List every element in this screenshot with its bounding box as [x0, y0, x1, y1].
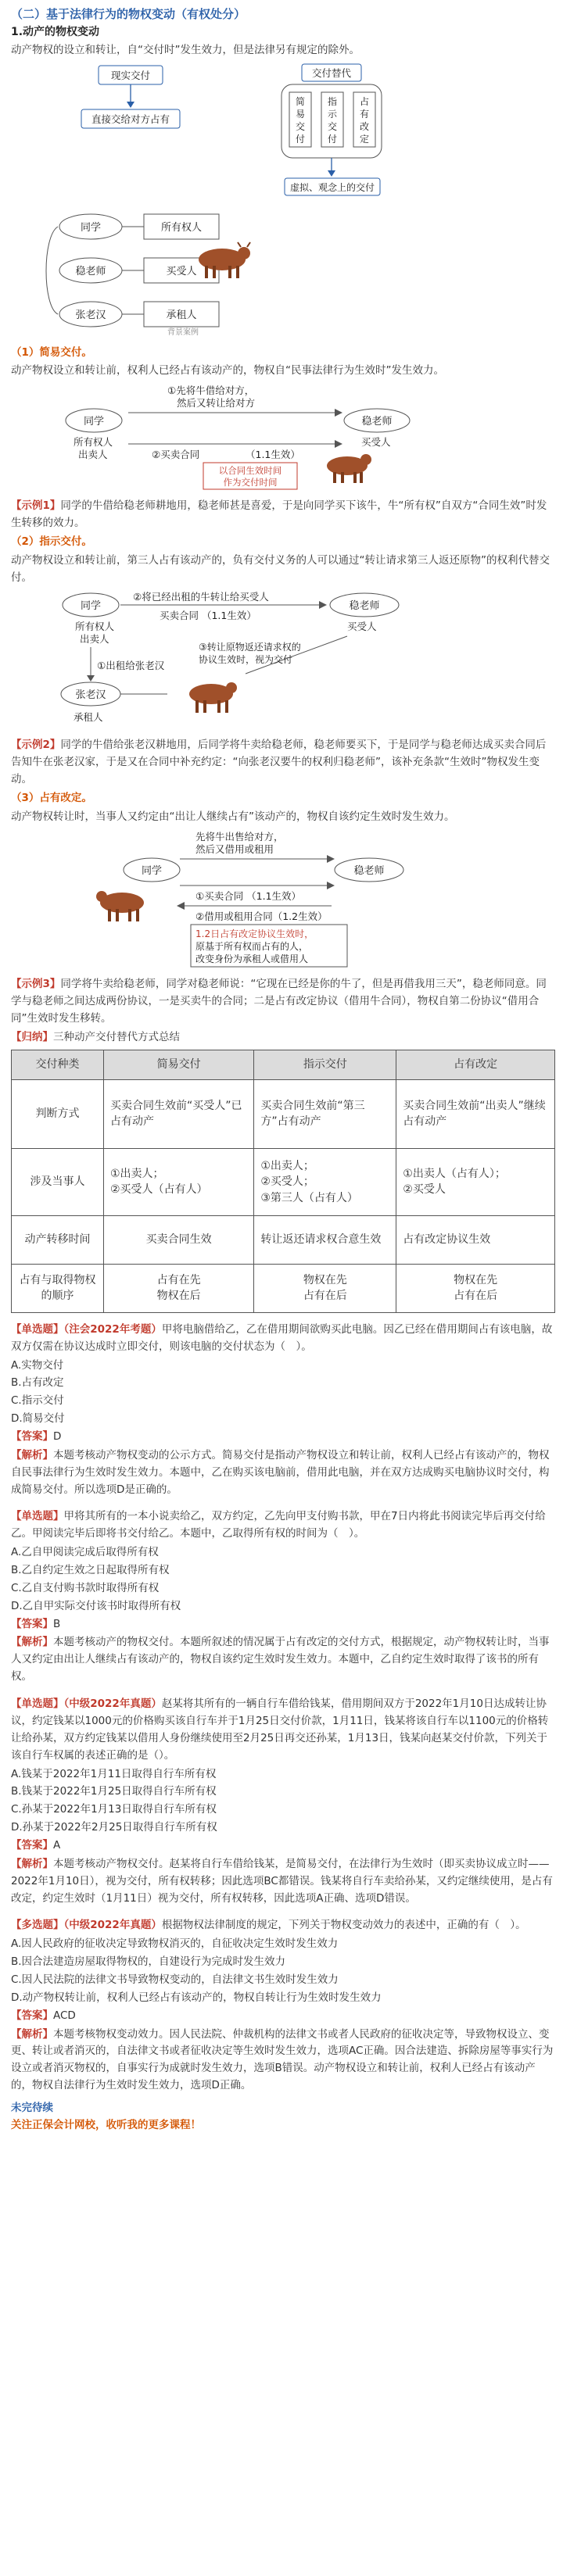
table-cell: 占有与取得物权的顺序 [12, 1264, 104, 1312]
delivery-types-diagram [11, 61, 555, 199]
col1-char3: 交 [295, 120, 306, 132]
intro-text: 动产物权的设立和转让，自“交付时”发生效力，但是法律另有规定的除外。 [11, 43, 360, 56]
box-real-delivery-label: 现实交付 [110, 69, 151, 81]
table-cell: 判断方式 [12, 1079, 104, 1148]
q4-option-a: A.因人民政府的征收决定导致物权消灭的，自征收决定生效时发生效力 [11, 1937, 339, 1951]
example2-text: 同学的牛借给张老汉耕地用，后同学将牛卖给稳老师，稳老师要买下，于是同学与稳老师达成买卖合同后告知牛在张老汉家，于是又在合同中补充约定：“向张老汉要牛的权利归稳老师”，该补充条款“生效时”物权发生变动。 [11, 739, 547, 785]
simple-buyer: 买受人 [361, 436, 391, 449]
pos-step1b: 然后又借用或租用 [195, 843, 274, 855]
q3-answer-label: 【答案】 [11, 1838, 53, 1852]
q4-exam: （中级2022年真题） [63, 1919, 162, 1932]
node-buyer-label: 买受人 [166, 265, 197, 277]
q2-analysis-label: 【解析】 [11, 1636, 53, 1649]
pos-teacher-label: 稳老师 [353, 864, 385, 877]
q4-text: 根据物权法律制度的规定，下列关于物权变动效力的表述中，正确的有（ ）。 [161, 1919, 526, 1932]
cow-illustration [199, 242, 250, 278]
box-virtual-label: 虚拟、观念上的交付 [289, 181, 375, 193]
cow-illustration-2 [327, 454, 371, 483]
q1-option-a: A.实物交付 [11, 1358, 64, 1372]
q2-option-c: C.乙自支付购书款时取得所有权 [11, 1581, 160, 1594]
col2-char4: 付 [327, 133, 338, 145]
q1-answer: D [53, 1430, 62, 1444]
simple-step1a: ①先将牛借给对方， [167, 385, 255, 397]
col3-char4: 定 [359, 133, 370, 145]
q4-option-d: D.动产物权转让前，权利人已经占有该动产的，物权自转让行为生效时发生效力 [11, 1991, 382, 2004]
ind-owner2: 出卖人 [80, 633, 109, 646]
pos-step1a: 先将牛出售给对方， [195, 830, 284, 843]
table-cell: 物权在先 占有在后 [254, 1264, 396, 1312]
ind-contract: 买卖合同 （1.1生效） [160, 610, 256, 622]
q2-analysis: 本题考核动产的物权交付。本题所叙述的情况属于占有改定的交付方式，根据规定，动产物权转让时，当事人又约定由出让人继续占有该动产的，物权自该约定生效时发生效力。本题中，乙自约定生效时取得了该书的所有权。 [11, 1636, 550, 1683]
q1-answer-label: 【答案】 [11, 1430, 53, 1444]
col2-char1: 指 [327, 95, 338, 107]
simple-text: 动产物权设立和转让前，权利人已经占有该动产的，物权自“民事法律行为生效时”发生效力。 [11, 364, 444, 377]
follow-promo-link[interactable]: 关注正保会计网校，收听我的更多课程！ [11, 2118, 201, 2131]
q3-tag: 【单选题】 [11, 1698, 64, 1711]
box-substitute-label: 交付替代 [311, 66, 352, 79]
table-cell: 买卖合同生效前“出卖人”继续占有动产 [396, 1079, 555, 1148]
table-cell: ①出卖人（占有人）； ②买受人 [396, 1148, 555, 1215]
table-cell: 物权在先 占有在后 [396, 1264, 555, 1312]
ind-step3a: ③转让原物返还请求权的 [199, 642, 301, 653]
q3-option-c: C.孙某于2022年1月13日取得自行车所有权 [11, 1803, 217, 1816]
ind-student-label: 同学 [80, 600, 102, 613]
possession-change-diagram [11, 828, 555, 970]
node-teacher-label: 稳老师 [75, 265, 106, 277]
pos-contract1: ①买卖合同 （1.1生效） [195, 889, 302, 902]
example1-label: 【示例1】 [11, 499, 61, 513]
ind-lessee: 承租人 [74, 711, 103, 724]
background-case-diagram [11, 205, 555, 338]
table-row [12, 1264, 555, 1312]
ind-buyer: 买受人 [347, 621, 377, 633]
table-header-row [12, 1050, 555, 1079]
node-owner-label: 所有权人 [160, 221, 203, 234]
q2-answer: B [53, 1617, 61, 1630]
simple-student-label: 同学 [83, 416, 105, 428]
q1-option-b: B.占有改定 [11, 1376, 64, 1390]
example1-text: 同学的牛借给稳老师耕地用，稳老师甚是喜爱，于是向同学买下该牛，牛“所有权”自双方“合同生效”时发生转移的效力。 [11, 499, 547, 529]
table-cell: 占有改定协议生效 [396, 1215, 555, 1264]
simple-step1b: 然后又转让给对方 [177, 397, 256, 410]
table-row [12, 1079, 555, 1148]
section-title: （二）基于法律行为的物权变动（有权处分） [11, 7, 246, 21]
indicative-text: 动产物权设立和转让前，第三人占有该动产的，负有交付义务的人可以通过“转让请求第三人返还原物”的权利代替交付。 [11, 553, 550, 584]
col2-char2: 示 [327, 108, 338, 120]
possession-heading: （3）占有改定。 [11, 791, 92, 804]
simple-heading: （1）简易交付。 [11, 345, 92, 359]
col2-char3: 交 [327, 120, 338, 132]
table-cell: 占有在先 物权在后 [104, 1264, 254, 1312]
q2-option-d: D.乙自甲实际交付该书时取得所有权 [11, 1599, 181, 1612]
q2-option-a: A.乙自甲阅读完成后取得所有权 [11, 1546, 159, 1559]
table-cell: ①出卖人； ②买受人； ③第三人（占有人） [254, 1148, 396, 1215]
simple-owner1: 所有权人 [74, 436, 113, 449]
table-cell: 转让返还请求权合意生效 [254, 1215, 396, 1264]
q1-exam: （注会2022年考题） [63, 1322, 162, 1336]
q4-analysis-label: 【解析】 [11, 2027, 53, 2041]
example2-label: 【示例2】 [11, 739, 61, 752]
table-header: 指示交付 [254, 1050, 396, 1079]
cow-illustration-4 [96, 891, 144, 921]
q4-option-c: C.因人民法院的法律文书导致物权变动的，自法律文书生效时发生效力 [11, 1973, 339, 1986]
col1-char4: 付 [295, 133, 306, 145]
node-lessee-label: 承租人 [166, 309, 197, 321]
q3-option-a: A.钱某于2022年1月11日取得自行车所有权 [11, 1767, 217, 1780]
table-row [12, 1148, 555, 1215]
simple-teacher-label: 稳老师 [361, 416, 393, 428]
pos-note3: 改变身份为承租人或借用人 [195, 953, 309, 964]
table-cell: 买卖合同生效前“买受人”已占有动产 [104, 1079, 254, 1148]
table-cell: 动产转移时间 [12, 1215, 104, 1264]
summary-title: 三种动产交付替代方式总结 [53, 1031, 180, 1044]
to-be-continued: 未完待续 [11, 2101, 53, 2114]
ind-step1: ①出租给张老汉 [97, 660, 165, 672]
q3-option-d: D.孙某于2022年2月25日取得自行车所有权 [11, 1821, 217, 1834]
q2-tag: 【单选题】 [11, 1510, 64, 1523]
simple-law: （1.1生效） [246, 449, 300, 461]
case-caption: 背景案例 [167, 327, 199, 337]
cow-illustration-3 [189, 682, 237, 713]
simple-owner2: 出卖人 [78, 449, 108, 461]
node-student-label: 同学 [80, 221, 102, 234]
q4-answer: ACD [53, 2009, 76, 2022]
table-cell: ①出卖人； ②买受人（占有人） [104, 1148, 254, 1215]
comparison-table [11, 1050, 555, 1313]
q1-analysis: 本题考核动产物权变动的公示方式。简易交付是指动产物权设立和转让前，权利人已经占有该动产的，物权自民事法律行为生效时发生效力。本题中，乙在购买该电脑前，借用此电脑，并在双方达成购买电脑协议时交付，构成简易交付。所以选项D是正确的。 [11, 1448, 550, 1496]
simple-step2: ②买卖合同 [152, 449, 200, 461]
subsection-title: 1.动产的物权变动 [11, 26, 100, 39]
indicative-heading: （2）指示交付。 [11, 535, 92, 548]
q3-answer: A [53, 1838, 61, 1852]
possession-text: 动产物权转让时，当事人又约定由“出让人继续占有”该动产的，物权自该约定生效时发生效力。 [11, 810, 455, 823]
simple-delivery-diagram [11, 381, 555, 491]
simple-note1: 以合同生效时间 [218, 465, 282, 477]
box-direct-delivery-label: 直接交给对方占有 [91, 113, 170, 125]
q1-option-d: D.简易交付 [11, 1412, 65, 1426]
q3-exam: （中级2022年真题） [63, 1698, 162, 1711]
example3-label: 【示例3】 [11, 978, 61, 991]
table-header: 交付种类 [12, 1050, 104, 1079]
table-cell: 买卖合同生效 [104, 1215, 254, 1264]
table-header: 占有改定 [396, 1050, 555, 1079]
table-cell: 涉及当事人 [12, 1148, 104, 1215]
ind-zhang-label: 张老汉 [75, 689, 106, 702]
indicative-delivery-diagram [11, 588, 555, 730]
q2-text: 甲将其所有的一本小说卖给乙，双方约定，乙先向甲支付购书款，甲在7日内将此书阅读完毕后再交付给乙。甲阅读完毕后即将书交付给乙。本题中，乙取得所有权的时间为（ ）。 [11, 1510, 546, 1540]
ind-step3b: 协议生效时，视为交付 [199, 654, 293, 666]
node-zhang-label: 张老汉 [75, 309, 106, 321]
pos-contract2: ②借用或租用合同（1.2生效） [195, 910, 328, 922]
q2-option-b: B.乙自约定生效之日起取得所有权 [11, 1564, 170, 1577]
ind-step2: ②将已经出租的牛转让给买受人 [133, 591, 269, 603]
simple-note2: 作为交付时间 [223, 477, 278, 488]
summary-label: 【归纳】 [11, 1031, 53, 1044]
ind-owner1: 所有权人 [75, 621, 115, 633]
q3-text: 赵某将其所有的一辆自行车借给钱某，借用期间双方于2022年1月10日达成转让协议，约定钱某以1000元的价格购买该自行车并于1月25日交付价款，1月11日，钱某将该自行车以1100元的价格转让给孙某，双方约定钱某以借用人身份继续使用至2月25日再交还孙某，1月13日，钱某向赵某交付价款，下列关于该自行车权属的表述正确的是（）。 [11, 1698, 549, 1762]
col3-char3: 改 [359, 120, 370, 132]
pos-student-label: 同学 [141, 864, 163, 877]
table-header: 简易交付 [104, 1050, 254, 1079]
q2-answer-label: 【答案】 [11, 1617, 53, 1630]
ind-teacher-label: 稳老师 [349, 600, 380, 613]
col1-char1: 简 [295, 95, 306, 107]
q4-tag: 【多选题】 [11, 1919, 64, 1932]
q4-answer-label: 【答案】 [11, 2009, 53, 2022]
col1-char2: 易 [295, 108, 306, 120]
col3-char1: 占 [359, 95, 370, 107]
q3-analysis-label: 【解析】 [11, 1857, 53, 1870]
pos-note1: 1.2日占有改定协议生效时， [195, 928, 314, 939]
q3-analysis: 本题考核动产物权交付。赵某将自行车借给钱某，是简易交付，在法律行为生效时（即买卖协议成立时——2022年1月10日），视为交付，所有权转移；因此选项BC都错误。钱某将自行车卖给孙某，又约定继续使用，是占有改定，约定生效时（1月11日）视为交付，所有权转移，因此选项A正确、选项D错误。 [11, 1857, 553, 1905]
table-cell: 买卖合同生效前“第三方”占有动产 [254, 1079, 396, 1148]
q1-tag: 【单选题】 [11, 1322, 64, 1336]
example3-text: 同学将牛卖给稳老师，同学对稳老师说：“它现在已经是你的牛了，但是再借我用三天”，稳老师同意。同学与稳老师之间达成两份协议，一是买卖牛的合同；二是占有改定协议（借用牛合同），物权自第二份协议“借用合同”生效时发生移转。 [11, 978, 547, 1025]
pos-note2: 原基于所有权而占有的人， [195, 940, 309, 952]
q1-option-c: C.指示交付 [11, 1394, 64, 1408]
col3-char2: 有 [359, 108, 370, 120]
q4-option-b: B.因合法建造房屋取得物权的，自建设行为完成时发生效力 [11, 1955, 286, 1969]
q3-option-b: B.钱某于2022年1月25日取得自行车所有权 [11, 1785, 217, 1798]
q4-analysis: 本题考核物权变动效力。因人民法院、仲裁机构的法律文书或者人民政府的征收决定等，导致物权设立、变更、转让或者消灭的，自法律文书或者征收决定等生效时发生效力，选项AC正确。因合法建造、拆除房屋等事实行为设立或者消灭物权的，自事实行为成就时发生效力，选项B错误。动产物权设立和转让前，权利人已经占有该动产的，物权自法律行为生效时发生效力，选项D正确。 [11, 2027, 554, 2092]
q1-analysis-label: 【解析】 [11, 1448, 53, 1462]
table-row [12, 1215, 555, 1264]
q1-text: 甲将电脑借给乙，乙在借用期间欲购买此电脑。因乙已经在借用期间占有该电脑，故双方仅需在协议达成时立即交付，则该电脑的交付状态为（ ）。 [11, 1322, 553, 1353]
